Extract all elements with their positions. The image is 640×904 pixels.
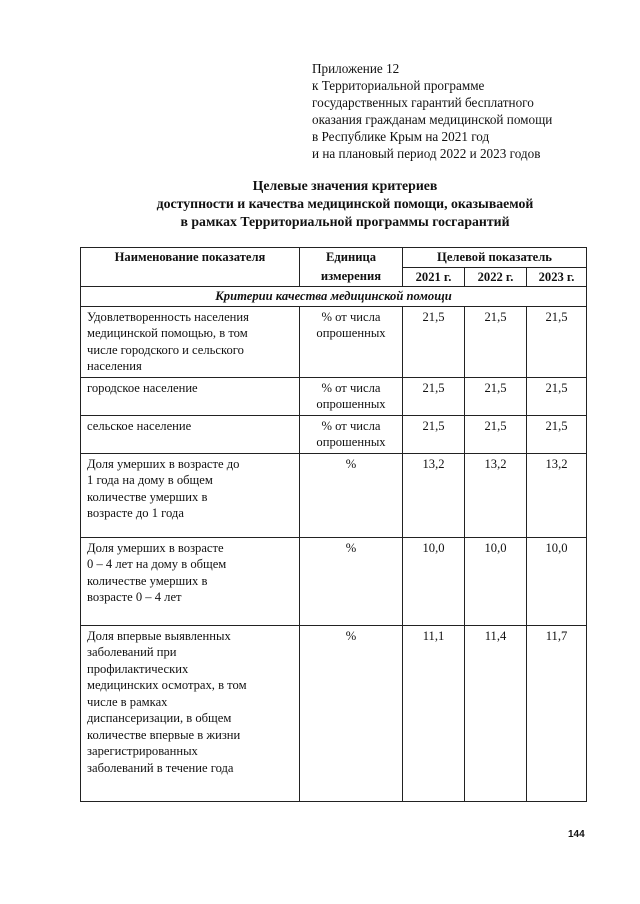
name-line: городское население [87, 380, 198, 395]
unit-cell [300, 625, 403, 801]
value-2022: 21,5 [465, 306, 527, 377]
header-year: 2021 г. [403, 267, 465, 287]
name-line: Доля впервые выявленных [87, 628, 231, 643]
name-line: количестве умерших в [87, 489, 208, 504]
unit-line: % от числа [321, 418, 381, 433]
appendix-line: оказания гражданам медицинской помощи [312, 112, 553, 127]
page-number: 144 [568, 829, 585, 840]
header-target-value: Целевой показатель [403, 248, 587, 268]
unit-cell [300, 537, 403, 625]
section-title: Критерии качества медицинской помощи [81, 287, 587, 307]
header-unit: Единица [300, 248, 403, 268]
name-line: профилактических [87, 661, 189, 676]
unit-line: опрошенных [316, 397, 386, 411]
value-2023: 13,2 [527, 453, 587, 537]
indicator-name [81, 306, 300, 377]
name-line: количестве умерших в [87, 573, 208, 588]
value-2021: 21,5 [403, 377, 465, 415]
header-year: 2022 г. [465, 267, 527, 287]
table-row [81, 377, 587, 415]
header-unit-cont: измерения [300, 267, 403, 287]
value-2021: 11,1 [403, 625, 465, 801]
value-2021: 21,5 [403, 306, 465, 377]
heading-line: доступности и качества медицинской помощи, оказываемой [156, 196, 534, 211]
name-line: Удовлетворенность населения [87, 309, 249, 324]
value-2023: 11,7 [527, 625, 587, 801]
value-2022: 10,0 [465, 537, 527, 625]
table-row [81, 625, 587, 801]
unit-line: опрошенных [316, 326, 386, 340]
unit-cell [300, 453, 403, 537]
name-line: медицинской помощью, в том [87, 326, 248, 340]
appendix-line: в Республике Крым на 2021 год [312, 129, 490, 144]
name-line: количестве впервые в жизни [87, 727, 241, 742]
unit-line: % от числа [321, 309, 381, 324]
name-line: диспансеризации, в общем [87, 711, 232, 725]
value-2023: 21,5 [527, 306, 587, 377]
table-row [81, 453, 587, 537]
indicator-name [81, 537, 300, 625]
header-year: 2023 г. [527, 267, 587, 287]
name-line: числе городского и сельского [87, 342, 244, 357]
name-line: числе в рамках [87, 694, 168, 709]
heading-line: в рамках Территориальной программы госгарантий [180, 214, 510, 229]
name-line: медицинских осмотрах, в том [87, 678, 247, 692]
appendix-line: к Территориальной программе [312, 78, 485, 93]
indicator-name [81, 377, 300, 415]
value-2023: 10,0 [527, 537, 587, 625]
heading-line: Целевые значения критериев [252, 178, 438, 193]
unit-line: % [345, 628, 357, 643]
value-2021: 13,2 [403, 453, 465, 537]
value-2023: 21,5 [527, 377, 587, 415]
value-2022: 21,5 [465, 415, 527, 453]
unit-line: % от числа [321, 380, 381, 395]
value-2022: 21,5 [465, 377, 527, 415]
appendix-note [312, 60, 612, 162]
table-row [81, 306, 587, 377]
name-line: сельское население [87, 418, 192, 433]
name-line: возрасте 0 – 4 лет [87, 590, 182, 604]
appendix-line: государственных гарантий бесплатного [312, 95, 534, 110]
appendix-line: Приложение 12 [312, 61, 400, 76]
name-line: населения [87, 359, 142, 373]
name-line: зарегистрированных [87, 744, 198, 758]
unit-line: опрошенных [316, 435, 386, 449]
value-2022: 11,4 [465, 625, 527, 801]
header-indicator-name: Наименование показателя [81, 248, 300, 287]
document-heading [80, 177, 610, 231]
value-2021: 21,5 [403, 415, 465, 453]
unit-cell [300, 306, 403, 377]
name-line: заболеваний в течение года [87, 760, 234, 775]
indicator-name [81, 625, 300, 801]
unit-line: % [345, 456, 357, 471]
indicator-name [81, 453, 300, 537]
appendix-line: и на плановый период 2022 и 2023 годов [312, 146, 541, 161]
criteria-table [80, 247, 587, 802]
name-line: возрасте до 1 года [87, 506, 184, 520]
table-row [81, 415, 587, 453]
unit-line: % [345, 540, 357, 555]
name-line: Доля умерших в возрасте [87, 540, 224, 555]
unit-cell [300, 377, 403, 415]
name-line: 0 – 4 лет на дому в общем [87, 557, 227, 571]
name-line: 1 года на дому в общем [87, 473, 213, 487]
table-row [81, 537, 587, 625]
value-2021: 10,0 [403, 537, 465, 625]
unit-cell [300, 415, 403, 453]
value-2022: 13,2 [465, 453, 527, 537]
indicator-name [81, 415, 300, 453]
name-line: заболеваний при [87, 645, 177, 659]
value-2023: 21,5 [527, 415, 587, 453]
name-line: Доля умерших в возрасте до [87, 456, 240, 471]
